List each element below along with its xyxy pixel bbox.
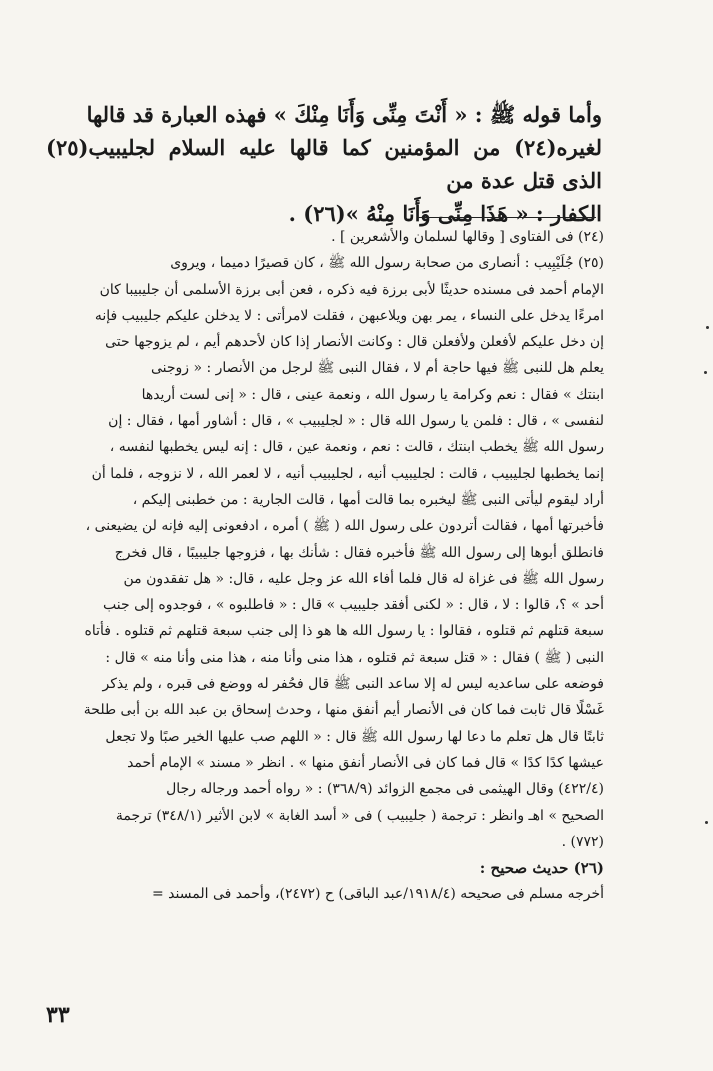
main-line: الكفار : « هَذَا مِنِّى وَأَنَا مِنْهُ »(٢٦) . — [288, 201, 602, 226]
footnote-line: (٤٢٢/٤) وقال الهيثمى فى مجمع الزوائد (٣٦٨/٩) : « رواه أحمد ورجاله رجال — [166, 781, 604, 798]
footnote-line: غَسْلًا قال ثابت فما كان فى الأنصار أيم أنفق منها ، وحدث إسحاق بن عبد الله بن أبى طلحة — [83, 702, 604, 719]
footnote-line: (٧٧٢) . — [561, 833, 604, 850]
footnote-line: امرءًا يدخل على النساء ، يمر بهن ويلاعبهن ، فقلت لامرأتى : لا يدخلن عليكم جليبيب فإنه — [94, 307, 604, 324]
footnote-line: النبى ( ﷺ ) فقال : « قتل سبعة ثم قتلوه ، هذا منى وأنا منه ، هذا منى وأنا منه » قال : — [105, 649, 604, 666]
footnote-line: أراد ليقوم ليأتى النبى ﷺ ليخبره بما قالت أمها ، قالت الجارية : من خطبنى إليكم ، — [132, 491, 604, 508]
footnote-line: أخرجه مسلم فى صحيحه (١٩١٨/٤/عبد الباقى) ح (٢٤٧٢)، وأحمد فى المسند = — [152, 886, 604, 903]
footnote-line: ثابتًا قال هل تعلم ما دعا لها رسول الله ﷺ قال : « اللهم صب عليها الخير صبًا ولا تجعل — [105, 728, 604, 745]
footnotes — [44, 224, 604, 908]
footnote-heading: (٢٦) حديث صحيح : — [479, 859, 604, 878]
footnote-line: فوضعه على ساعديه ليس له إلا ساعد النبى ﷺ قال فحُفر له ووضع فى قبره ، ولم يذكر — [102, 676, 604, 693]
footnote-line: عيشها كدًا كدًا » قال فما كان فى الأنصار أنفق منها » . انظر « مسند » الإمام أحمد — [127, 754, 604, 771]
footnote-line: أحد » ؟، قالوا : لا ، قال : « لكنى أفقد جليبيب » قال : « فاطلبوه » ، فوجدوه إلى جنب — [103, 597, 604, 614]
footnote-line: سبعة قتلهم ثم قتلوه ، فقالوا : يا رسول الله ها هو ذا إلى جنب سبعة قتلهم ثم قتلوه . فأتاه — [84, 623, 604, 640]
main-line: وأما قوله ﷺ : « أَنْتَ مِنِّى وَأَنَا مِنْكَ » فهذه العبارة قد قالها — [86, 102, 602, 127]
footnote-line: رسول الله ﷺ فى غزاة له قال فلما أفاء الله عز وجل عليه ، قال: « هل تفقدون من — [123, 570, 604, 587]
footnote-line: رسول الله ﷺ يخطب ابنتك ، قالت : نعم ، ونعمة عين ، قال : إنه ليس يخطبها لنفسه ، — [109, 439, 604, 456]
footnote-line: الصحيح » اهـ وانظر : ترجمة ( جليبيب ) فى « أسد الغابة » لابن الأثير (٣٤٨/١) ترجمة — [115, 807, 604, 824]
scan-speck — [704, 371, 707, 374]
footnote-line: (٢٤) فى الفتاوى [ وقالها لسلمان والأشعرين ] . — [331, 229, 604, 245]
footnote-line: (٢٥) جُلَيْبِيب : أنصارى من صحابة رسول الله ﷺ ، كان قصيرًا دميما ، ويروى — [170, 255, 604, 272]
footnote-line: الإمام أحمد فى مسنده حديثًا لأبى برزة فيه ذكره ، فعن أبى برزة الأسلمى أن جليبيبا كان — [99, 281, 604, 298]
main-line: لغيره(٢٤) من المؤمنين كما قالها عليه السلام لجليبيب(٢٥) الذى قتل عدة من — [46, 135, 602, 193]
footnote-line: لنفسى » ، قال : فلمن يا رسول الله قال : « لجليبيب » ، قال : أشاور أمها ، فقال : إن — [108, 413, 604, 430]
footnote-line: فانطلق أبوها إلى رسول الله ﷺ فأخبره فقال : شأنك بها ، فزوجها جليبيبًا ، قال فخرج — [114, 544, 604, 561]
main-text — [46, 98, 602, 230]
page-number: ٣٣ — [46, 1002, 70, 1028]
footnote-line: فأخبرتها أمها ، فقالت أتردون على رسول الله ( ﷺ ) أمره ، ادفعونى إليه فإنه لن يضيعنى ، — [85, 518, 604, 535]
scan-speck — [706, 326, 709, 329]
footnote-line: إنما يخطبها لجليبيب ، قالت : لجليبيب أنيه ، لجليبيب أنيه ، لا لعمر الله ، لا نزوجه ، فلما أن — [91, 465, 604, 482]
footnote-line: إن دخل عليكم لأفعلن ولأفعلن قال : وكانت الأنصار إذا كان لأحدهم أيم ، لم يزوجها حتى — [105, 334, 604, 351]
footnote-line: يعلم هل للنبى ﷺ فيها حاجة أم لا ، فقال النبى ﷺ لرجل من الأنصار : « زوجنى — [150, 360, 604, 377]
scan-speck — [705, 821, 708, 824]
footnote-separator — [418, 217, 596, 218]
footnote-line: ابنتك » فقال : نعم وكرامة يا رسول الله ، ونعمة عينى ، قال : « إنى لست أريدها — [141, 386, 604, 403]
